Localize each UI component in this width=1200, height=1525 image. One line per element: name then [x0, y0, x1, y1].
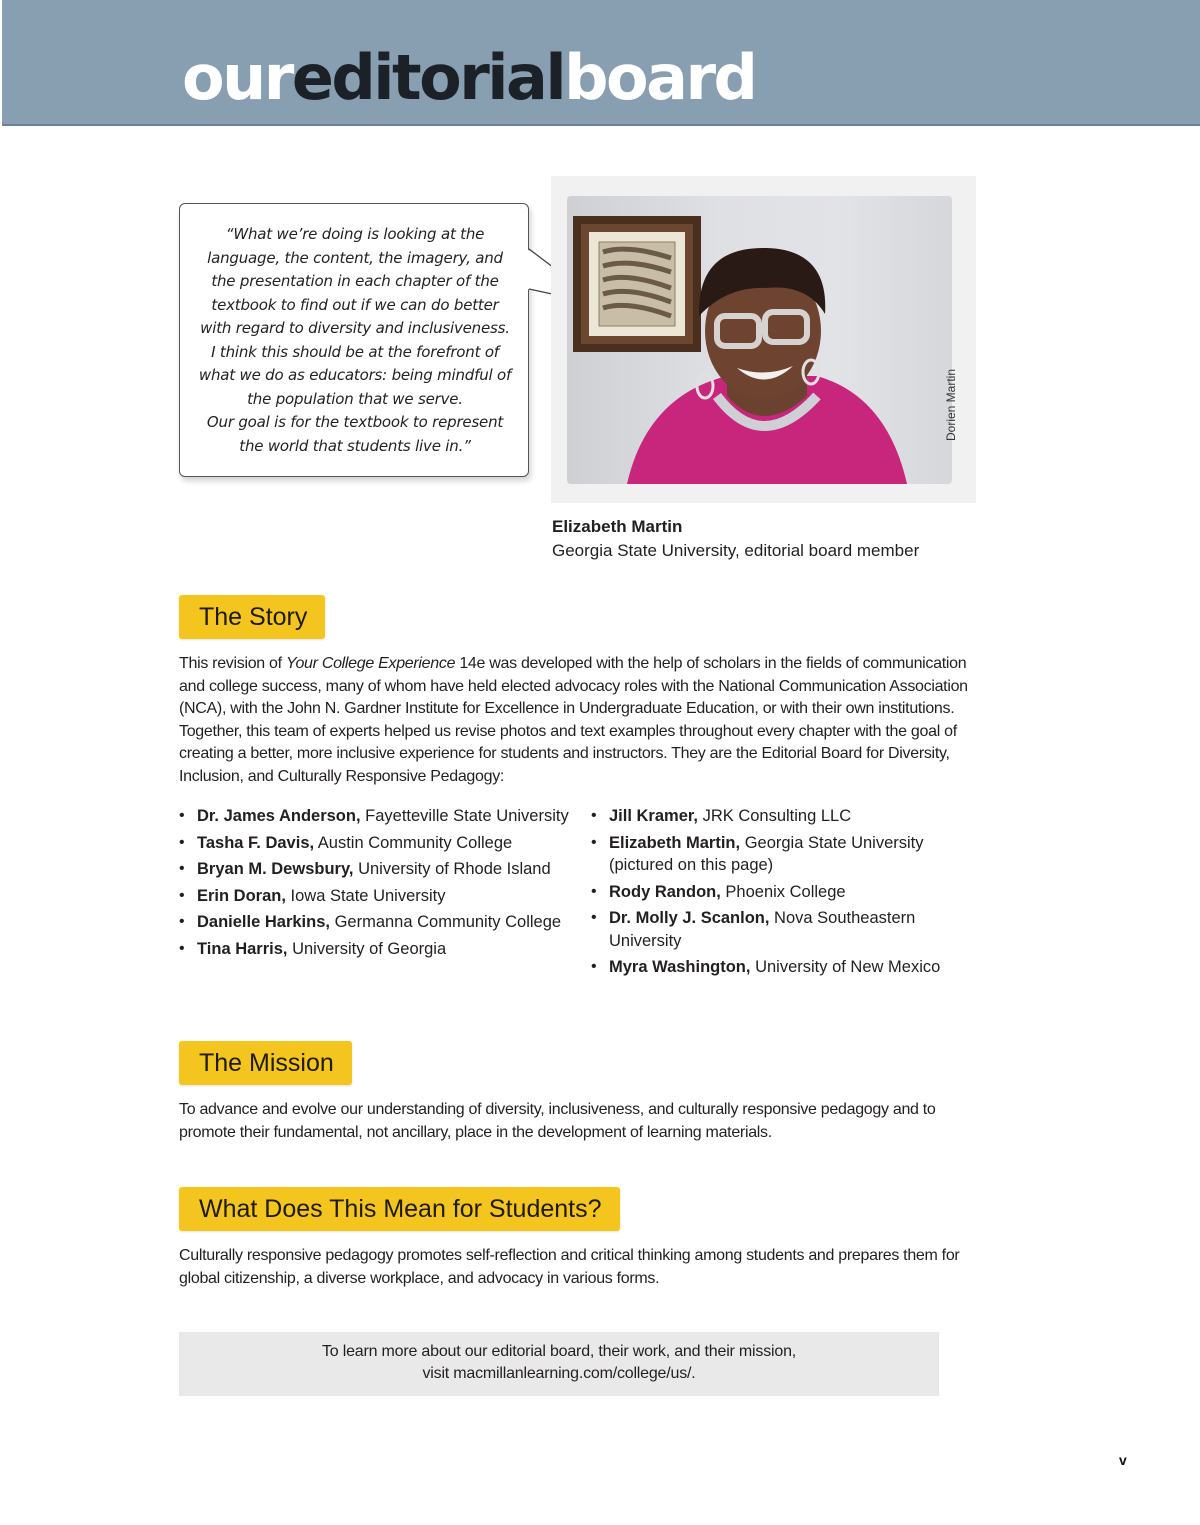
- list-item: • Jill Kramer, JRK Consulting LLC: [591, 805, 971, 828]
- story-paragraph: This revision of Your College Experience 14e was developed with the help of scholars in the fields of communication and college success, many of whom have held elected advocacy roles with the National Communication Association (NCA), with the John N. Gardner Institute for Excellence in Undergraduate Education, or with their own institutions. Together, this team of experts helped us revise photos and text examples throughout every chapter with the goal of creating a better, more inclusive experience for students and instructors. They are the Editorial Board for Diversity, Inclusion, and Culturally Responsive Pedagogy:: [179, 655, 968, 785]
- caption-role: Georgia State University, editorial board member: [552, 541, 920, 560]
- section-heading-story: The Story: [179, 595, 325, 639]
- quote-bubble: [179, 203, 529, 477]
- portrait-photo: [567, 196, 952, 484]
- more-info-box: [179, 1332, 939, 1396]
- list-item: • Tina Harris, University of Georgia: [179, 938, 569, 961]
- list-item: • Dr. Molly J. Scanlon, Nova Southeastern University: [591, 907, 971, 952]
- list-item: • Bryan M. Dewsbury, University of Rhode Island: [179, 858, 569, 881]
- page-title: oureditorialboard: [182, 41, 756, 114]
- quote-text: “What we’re doing is looking at the language, the content, the imagery, and the presentation in each chapter of the textbook to find out if we can do better with regard to diversity and inclusiveness. I think this should be at the forefront of what we do as educators: being mindful of the population that we serve. Our goal is for the textbook to represent the world that students live in.”: [198, 225, 512, 455]
- students-paragraph: Culturally responsive pedagogy promotes self-reflection and critical thinking among students and prepares them for global citizenship, a diverse workplace, and advocacy in various forms.: [179, 1247, 960, 1287]
- photo-credit: Dorien Martin: [944, 368, 958, 441]
- page-header-banner: [2, 0, 1200, 126]
- list-item: • Rody Randon, Phoenix College: [591, 881, 971, 904]
- page-number: v: [1119, 1452, 1127, 1468]
- more-info-link[interactable]: visit macmillanlearning.com/college/us/.: [422, 1365, 696, 1382]
- mission-paragraph: To advance and evolve our understanding of diversity, inclusiveness, and culturally responsive pedagogy and to promote their fundamental, not ancillary, place in the development of learning materials.: [179, 1101, 936, 1141]
- portrait-illustration-icon: [567, 196, 952, 484]
- caption-name: Elizabeth Martin: [552, 517, 683, 536]
- more-info-line1: To learn more about our editorial board, their work, and their mission,: [321, 1343, 797, 1360]
- members-list-right: [591, 805, 971, 983]
- list-item: • Tasha F. Davis, Austin Community College: [179, 832, 569, 855]
- list-item: • Dr. James Anderson, Fayetteville State University: [179, 805, 569, 828]
- section-heading-students: What Does This Mean for Students?: [179, 1187, 620, 1231]
- section-heading-mission: The Mission: [179, 1041, 352, 1085]
- list-item: • Elizabeth Martin, Georgia State University (pictured on this page): [591, 832, 971, 877]
- list-item: • Danielle Harkins, Germanna Community College: [179, 911, 569, 934]
- list-item: • Erin Doran, Iowa State University: [179, 885, 569, 908]
- list-item: • Myra Washington, University of New Mexico: [591, 956, 971, 979]
- book-title: Your College Experience: [285, 655, 456, 672]
- portrait-photo-frame: [551, 176, 976, 503]
- members-list-left: [179, 805, 569, 964]
